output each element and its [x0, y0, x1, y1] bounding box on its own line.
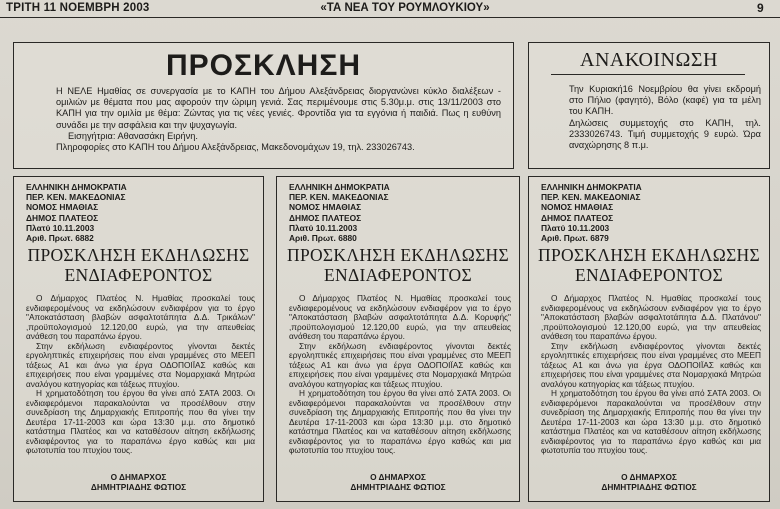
- signature-name: ΔΗΜΗΤΡΙΑΔΗΣ ΦΩΤΙΟΣ: [350, 482, 446, 492]
- header-date: Πλατύ 10.11.2003: [289, 222, 358, 233]
- protocol-number: Αριθ. Πρωτ. 6880: [289, 233, 357, 244]
- header-date: Πλατύ 10.11.2003: [541, 222, 610, 233]
- header-date: Πλατύ 10.11.2003: [26, 222, 95, 233]
- notice-box-1: [13, 176, 264, 502]
- notice-paragraph: Ο Δήμαρχος Πλατέος Ν. Ημαθίας προσκαλεί τους ενδιαφερομένους να εκδηλώσουν ενδιαφέρον για το έργο "Αποκατάσταση βλαβών ασφαλτοτάπητα Δ.Δ. Κορυφής" ,προϋπολογισμού 12.120,00 ευρώ, για την απευθείας ανάθεση του παραπάνω έργου.: [289, 293, 511, 341]
- notice-title-line: ΠΡΟΣΚΛΗΣΗ ΕΚΔΗΛΩΣΗΣ: [27, 245, 250, 265]
- protocol-number: Αριθ. Πρωτ. 6882: [26, 233, 94, 244]
- header-rule: [0, 17, 780, 18]
- invitation-info: Πληροφορίες στο ΚΑΠΗ του Δήμου Αλεξάνδρειας, Μακεδονομάχων 19, τηλ. 233026743.: [56, 142, 415, 153]
- notice-signature: [277, 472, 519, 492]
- notice-paragraph: Η χρηματοδότηση του έργου θα γίνει από ΣΑΤΑ 2003. Οι ενδιαφερόμενοι παρακαλούνται να προσέλθουν στην συνεδρίαση της Δημαρχιακής Επιτροπής που θα γίνει την Δευτέρα 17-11-2003 και ώρα 13:30 μ.μ. στο δημοτικό κατάστημα Πλατέος και να καταθέσουν αίτηση εκδήλωσης ενδιαφέροντος για το παραπάνω έργο καθώς και μια φωτοτυπία του πτυχίου τους.: [26, 388, 255, 455]
- notice-body: [26, 294, 255, 456]
- announcement-divider: [551, 74, 745, 75]
- header-line: ΠΕΡ. ΚΕΝ. ΜΑΚΕΔΟΝΙΑΣ: [289, 192, 389, 203]
- notice-paragraph: Η χρηματοδότηση του έργου θα γίνει από ΣΑΤΑ 2003. Οι ενδιαφερόμενοι παρακαλούνται να προσέλθουν στην συνεδρίαση της Δημαρχιακής Επιτροπής που θα γίνει την Δευτέρα 17-11-2003 και ώρα 13:30 μ.μ. στο δημοτικό κατάστημα Πλατέος και να καταθέσουν αίτηση εκδήλωσης ενδιαφέροντος για το παραπάνω έργο καθώς και μια φωτοτυπία του πτυχίου τους.: [541, 388, 761, 455]
- notice-title-line: ΕΝΔΙΑΦΕΡΟΝΤΟΣ: [64, 265, 213, 285]
- announcement-paragraph: Δηλώσεις συμμετοχής στο ΚΑΠΗ, τηλ. 2333026743. Τιμή συμμετοχής 9 ευρώ. Ώρα αναχώρησης 8 π.μ.: [569, 117, 761, 151]
- invitation-paragraph: Η ΝΕΛΕ Ημαθίας σε συνεργασία με το ΚΑΠΗ του Δήμου Αλεξάνδρειας διοργανώνει κύκλο διαλέξεων - ομιλιών με θέματα που μας αφορούν την ώριμη γενιά. Σας περιμένουμε στις 5.30μ.μ. στις 13/11/2003 στο ΚΑΠΗ για την ομιλία με θέμα: Ζώντας για τις νέες γενιές. Φροντίδα για τα εγγόνια ή παιδιά. Πως η ευθύνη συνάδει με την ασφάλεια και την ψυχαγωγία.: [56, 86, 501, 130]
- signature-name: ΔΗΜΗΤΡΙΑΔΗΣ ΦΩΤΙΟΣ: [601, 482, 697, 492]
- signature-title: Ο ΔΗΜΑΡΧΟΣ: [370, 472, 426, 482]
- notice-title-line: ΠΡΟΣΚΛΗΣΗ ΕΚΔΗΛΩΣΗΣ: [538, 245, 760, 265]
- notice-body: [541, 294, 761, 456]
- announcement-title: ΑΝΑΚΟΙΝΩΣΗ: [580, 49, 718, 71]
- issue-date: ΤΡΙΤΗ 11 ΝΟΕΜΒΡΗ 2003: [6, 2, 150, 14]
- signature-title: Ο ΔΗΜΑΡΧΟΣ: [110, 472, 167, 482]
- notice-paragraph: Ο Δήμαρχος Πλατέος Ν. Ημαθίας προσκαλεί τους ενδιαφερομένους να εκδηλώσουν ενδιαφέρον για το έργο "Αποκατάσταση βλαβών ασφαλτοτάπητα Δ.Δ. Τρικάλων" ,προϋπολογισμού 12.120,00 ευρώ, για την απευθείας ανάθεση του παραπάνω έργου.: [26, 293, 255, 341]
- notice-title-line: ΕΝΔΙΑΦΕΡΟΝΤΟΣ: [324, 265, 472, 285]
- notice-header: [541, 182, 642, 243]
- notice-box-2: [276, 176, 520, 502]
- signature-name: ΔΗΜΗΤΡΙΑΔΗΣ ΦΩΤΙΟΣ: [90, 482, 187, 492]
- invitation-title: ΠΡΟΣΚΛΗΣΗ: [165, 49, 362, 82]
- notice-paragraph: Η χρηματοδότηση του έργου θα γίνει από ΣΑΤΑ 2003. Οι ενδιαφερόμενοι παρακαλούνται να προσέλθουν στην συνεδρίαση της Δημαρχιακής Επιτροπής που θα γίνει την Δευτέρα 17-11-2003 και ώρα 13:30 μ.μ. στο δημοτικό κατάστημα Πλατέος και να καταθέσουν αίτηση εκδήλωσης ενδιαφέροντος για το παραπάνω έργο καθώς και μια φωτοτυπία του πτυχίου τους.: [289, 388, 511, 455]
- header-line: ΝΟΜΟΣ ΗΜΑΘΙΑΣ: [26, 202, 99, 213]
- notice-paragraph: Στην εκδήλωση ενδιαφέροντος γίνονται δεκτές εργοληπτικές επιχειρήσεις που είναι γραμμένες στο ΜΕΕΠ τάξεως Α1 και άνω για έργα ΟΔΟΠΟΙΪΑΣ καθώς και επιχειρήσεις που είναι γραμμένες στα Νομαρχιακά Μητρώα αναλόγου κατηγορίας και τάξεως πτυχίου.: [289, 340, 511, 389]
- header-line: ΝΟΜΟΣ ΗΜΑΘΙΑΣ: [541, 202, 614, 213]
- notice-box-3: [528, 176, 770, 502]
- notice-paragraph: Ο Δήμαρχος Πλατέος Ν. Ημαθίας προσκαλεί τους ενδιαφερομένους να εκδηλώσουν ενδιαφέρον για το έργο "Αποκατάσταση βλαβών ασφαλτοτάπητα Δ.Δ. Πλατάνου" ,προϋπολογισμού 12.120,00 ευρώ, για την απευθείας ανάθεση του παραπάνω έργου.: [541, 293, 761, 341]
- header-line: ΕΛΛΗΝΙΚΗ ΔΗΜΟΚΡΑΤΙΑ: [289, 182, 390, 192]
- notice-paragraph: Στην εκδήλωση ενδιαφέροντος γίνονται δεκτές εργοληπτικές επιχειρήσεις που είναι γραμμένες στο ΜΕΕΠ τάξεως Α1 και άνω για έργα ΟΔΟΠΟΙΪΑΣ καθώς και επιχειρήσεις που είναι γραμμένες στα Νομαρχιακά Μητρώα αναλόγου κατηγορίας και τάξεως πτυχίου.: [541, 340, 761, 389]
- header-line: ΠΕΡ. ΚΕΝ. ΜΑΚΕΔΟΝΙΑΣ: [26, 192, 126, 203]
- announcement-body: [569, 84, 761, 151]
- page-number: 9: [757, 1, 764, 15]
- notice-paragraph: Στην εκδήλωση ενδιαφέροντος γίνονται δεκτές εργοληπτικές επιχειρήσεις που είναι γραμμένες στο ΜΕΕΠ τάξεως Α1 και άνω για έργα ΟΔΟΠΟΙΪΑΣ καθώς και επιχειρήσεις που είναι γραμμένες στα Νομαρχιακά Μητρώα αναλόγου κατηγορίας και τάξεως πτυχίου.: [26, 340, 255, 389]
- header-line: ΝΟΜΟΣ ΗΜΑΘΙΑΣ: [289, 202, 362, 213]
- notice-signature: [14, 472, 263, 492]
- announcement-box: [528, 42, 770, 169]
- notice-title-line: ΠΡΟΣΚΛΗΣΗ ΕΚΔΗΛΩΣΗΣ: [287, 245, 509, 265]
- notice-header: [26, 182, 127, 243]
- header-line: ΕΛΛΗΝΙΚΗ ΔΗΜΟΚΡΑΤΙΑ: [541, 182, 642, 192]
- notice-body: [289, 294, 511, 456]
- protocol-number: Αριθ. Πρωτ. 6879: [541, 233, 609, 244]
- signature-title: Ο ΔΗΜΑΡΧΟΣ: [621, 472, 677, 482]
- notice-title: [277, 245, 519, 285]
- newspaper-name: «ΤΑ ΝΕΑ ΤΟΥ ΡΟΥΜΛΟΥΚΙΟΥ»: [320, 2, 490, 14]
- notice-header: [289, 182, 390, 243]
- header-line: ΔΗΜΟΣ ΠΛΑΤΕΟΣ: [541, 212, 614, 223]
- invitation-box: [13, 42, 514, 169]
- notice-signature: [529, 472, 769, 492]
- header-line: ΔΗΜΟΣ ΠΛΑΤΕΟΣ: [26, 212, 99, 223]
- header-line: ΔΗΜΟΣ ΠΛΑΤΕΟΣ: [289, 212, 362, 223]
- page-header: [0, 0, 780, 20]
- notice-title: [14, 245, 263, 285]
- notice-title-line: ΕΝΔΙΑΦΕΡΟΝΤΟΣ: [575, 265, 723, 285]
- invitation-body: [56, 86, 501, 153]
- announcement-paragraph: Την Κυριακή16 Νοεμβρίου θα γίνει εκδρομή στο Πήλιο (φαγητό), Βόλο (καφέ) για τα μέλη του ΚΑΠΗ.: [569, 84, 761, 117]
- header-line: ΕΛΛΗΝΙΚΗ ΔΗΜΟΚΡΑΤΙΑ: [26, 182, 127, 192]
- invitation-speaker: Εισηγήτρια: Αθανασάκη Ειρήνη.: [68, 130, 198, 141]
- header-line: ΠΕΡ. ΚΕΝ. ΜΑΚΕΔΟΝΙΑΣ: [541, 192, 641, 203]
- notice-title: [529, 245, 769, 285]
